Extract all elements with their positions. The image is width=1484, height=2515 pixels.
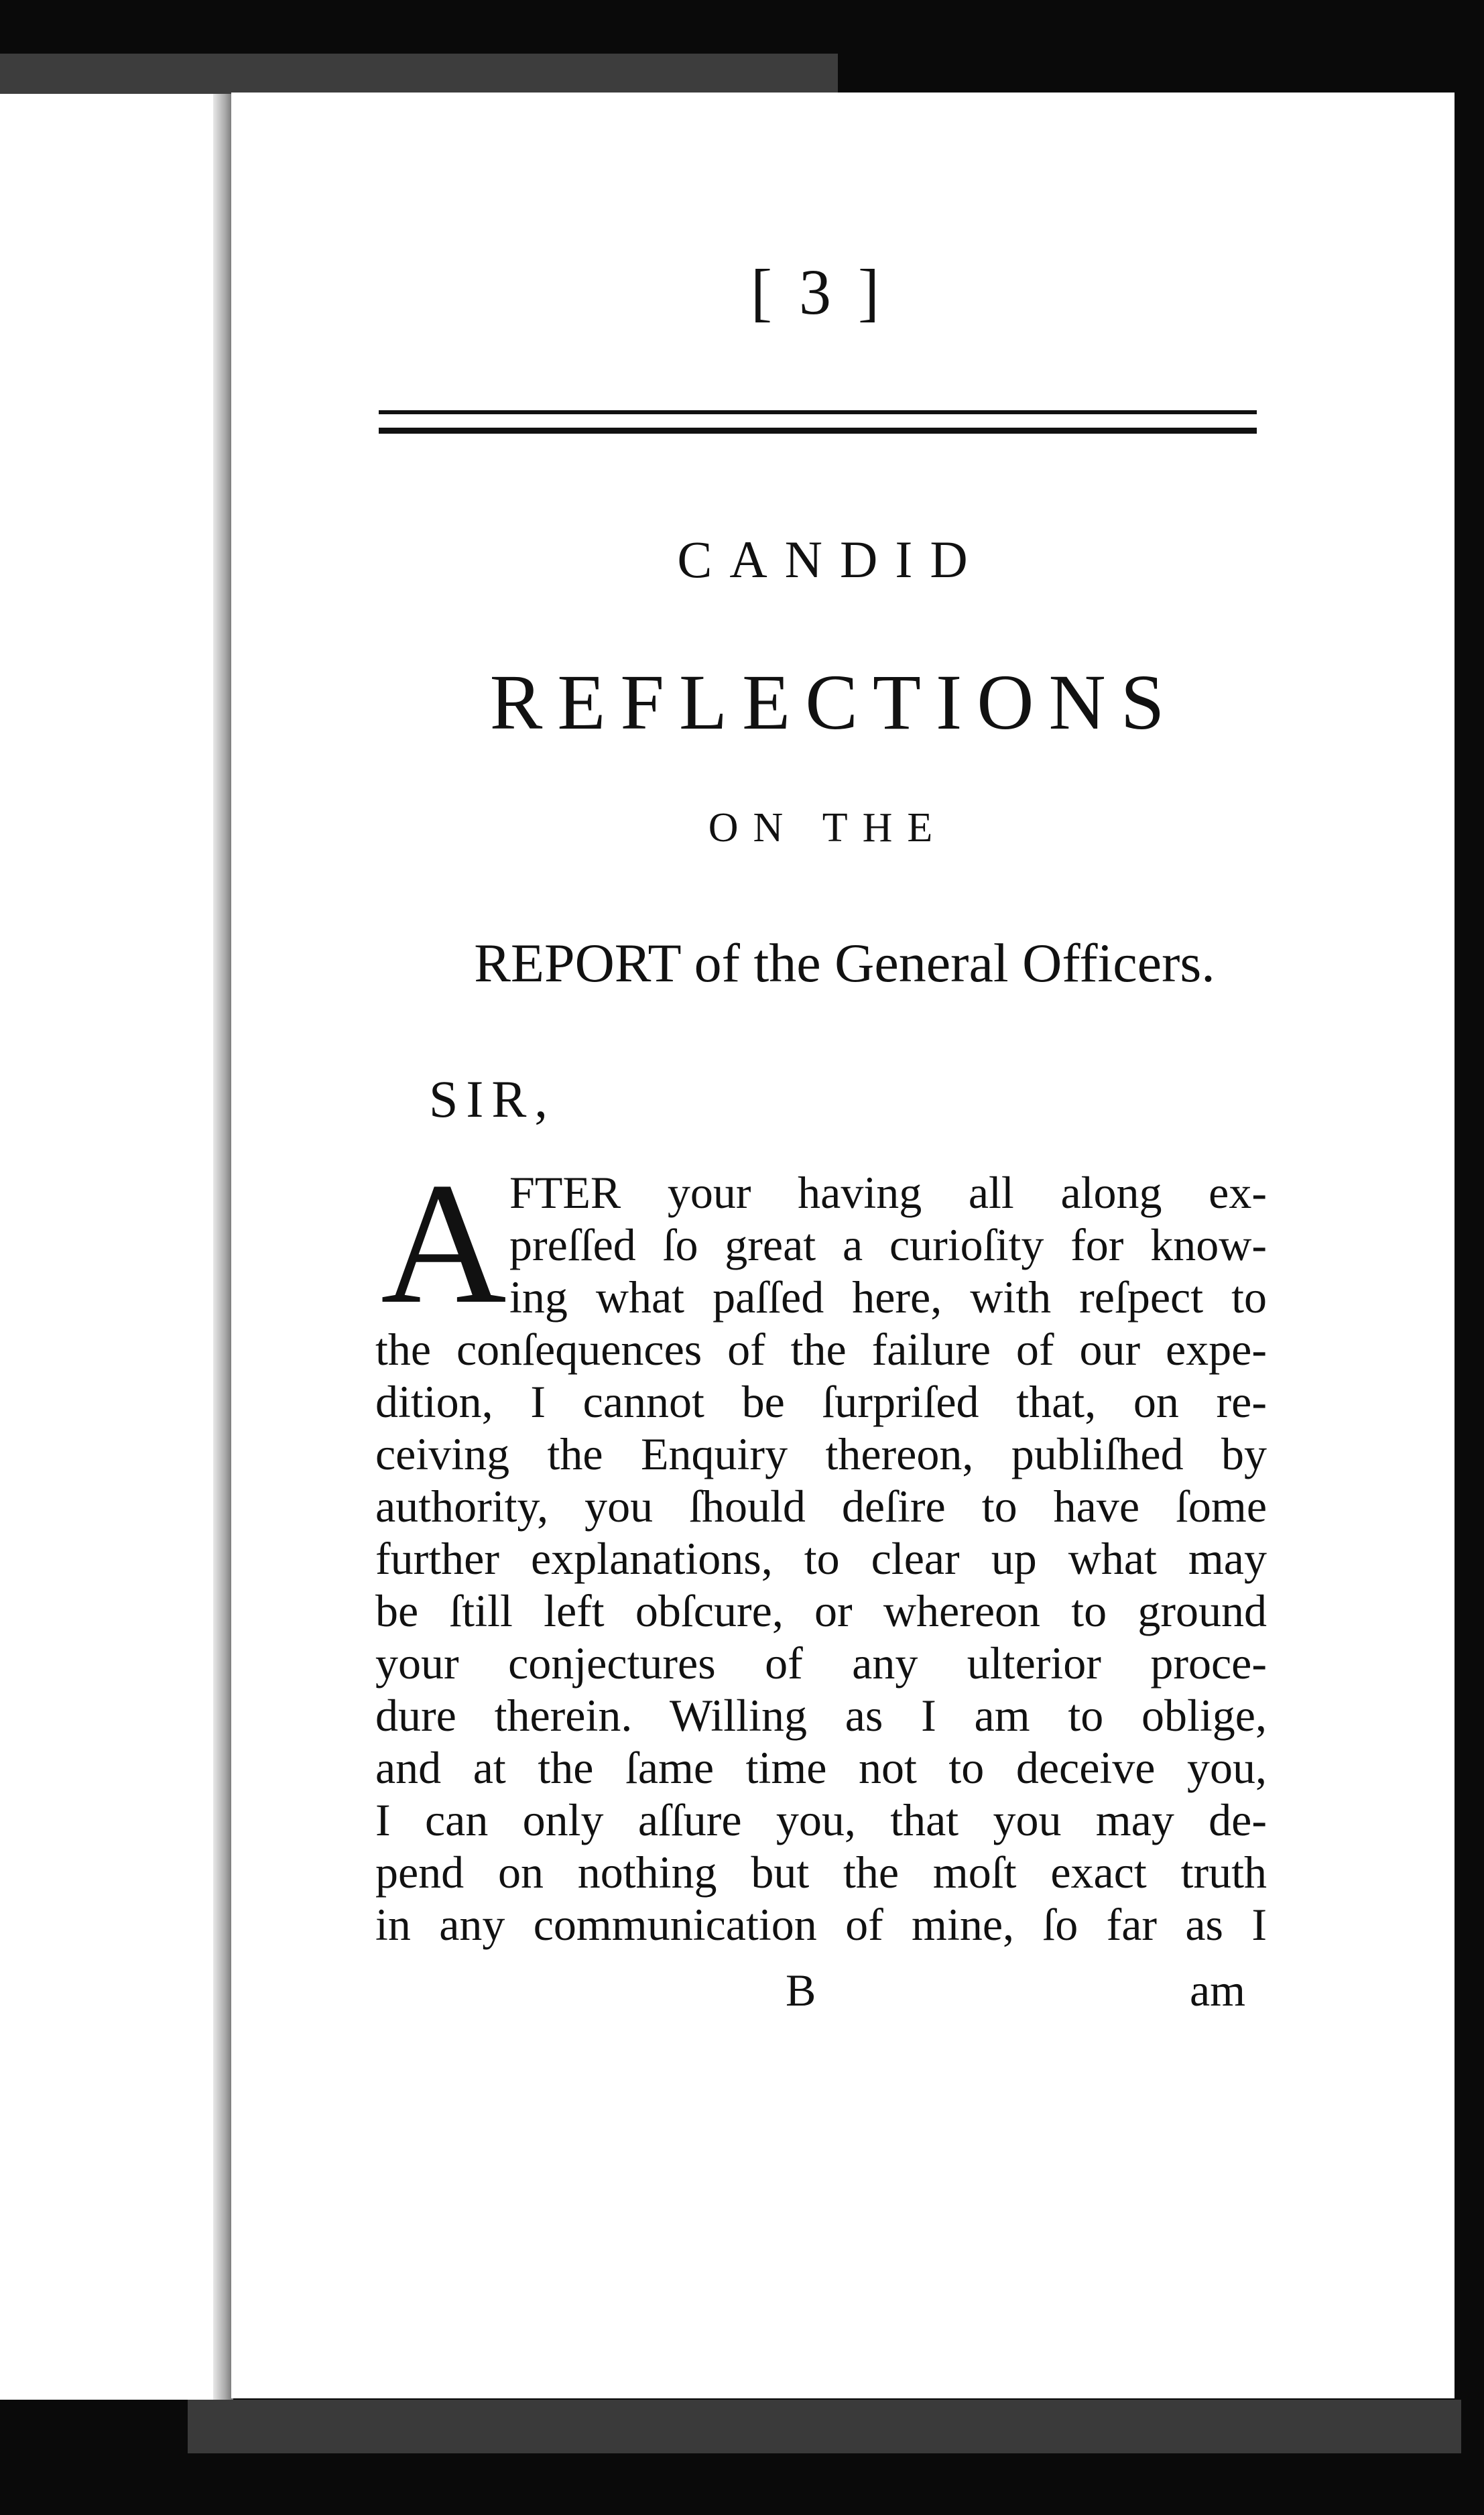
drop-cap: A [381, 1147, 507, 1340]
book-gutter [213, 94, 233, 2400]
title-line-1: CANDID [677, 530, 985, 589]
salutation: SIR, [429, 1070, 556, 1128]
signature-mark: B [786, 1965, 816, 2016]
body-line: pend on nothing but the moſt exact truth [375, 1847, 1267, 1898]
body-line: be ſtill left obſcure, or whereon to ground [375, 1585, 1267, 1636]
header-rule-thick [379, 428, 1257, 434]
facing-page-edge [0, 94, 228, 2400]
body-line: in any communication of mine, ſo far as I [375, 1899, 1267, 1950]
title-line-2: REFLECTIONS [489, 658, 1180, 746]
body-line: and at the ſame time not to deceive you, [375, 1742, 1267, 1793]
scan-bottom-edge [188, 2400, 1461, 2453]
body-line: authority, you ſhould deſire to have ſome [375, 1481, 1267, 1532]
catchword: am [1190, 1965, 1246, 2016]
header-rule-thin [379, 410, 1257, 414]
body-line: dure therein. Willing as I am to oblige, [375, 1690, 1267, 1741]
body-line: further explanations, to clear up what may [375, 1533, 1267, 1584]
body-line: I can only aſſure you, that you may de- [375, 1794, 1267, 1845]
subtitle: REPORT of the General Officers. [474, 932, 1215, 993]
body-line: dition, I cannot be ſurpriſed that, on re- [375, 1376, 1267, 1427]
body-text [375, 1147, 1267, 1951]
title-line-3: ON THE [708, 805, 948, 851]
body-line: preſſed ſo great a curioſity for know- [509, 1219, 1267, 1270]
body-line: FTER your having all along ex- [509, 1167, 1267, 1218]
body-line: ing what paſſed here, with reſpect to [509, 1272, 1267, 1323]
page-number: [ 3 ] [751, 256, 885, 328]
body-line: the conſequences of the failure of our expe- [375, 1324, 1267, 1375]
body-line: your conjectures of any ulterior proce- [375, 1638, 1267, 1689]
body-line: ceiving the Enquiry thereon, publiſhed by [375, 1428, 1267, 1479]
